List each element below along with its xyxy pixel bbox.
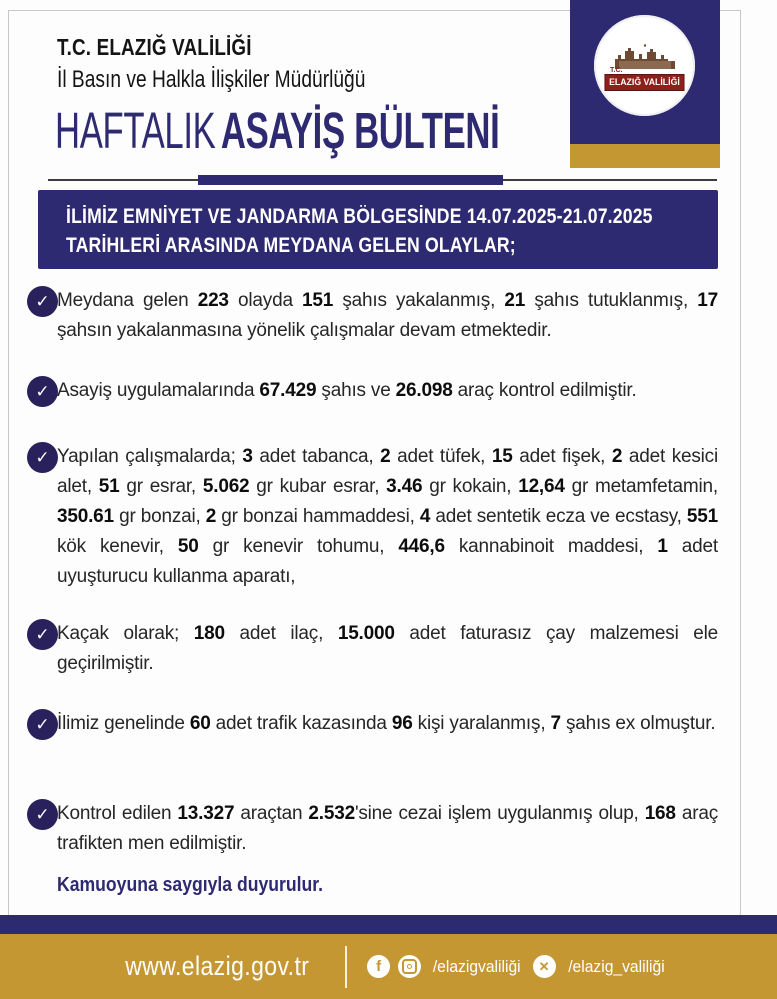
check-icon: ✓ [27,376,58,407]
logo-name-banner: ELAZIĞ VALİLİĞİ [605,74,685,91]
check-icon: ✓ [27,442,58,473]
page-title [55,101,499,160]
check-icon: ✓ [27,619,58,650]
banner-line-2: TARİHLERİ ARASINDA MEYDANA GELEN OLAYLAR; [66,234,516,257]
footer-bar [0,934,777,999]
bullet-text: İlimiz genelinde 60 adet trafik kazasında 96 kişi yaralanmış, 7 şahıs ex olmuştur. [57,713,716,734]
logo-tc-label: T.C. [610,66,623,74]
page-title-light: HAFTALIK [55,102,216,159]
check-icon: ✓ [27,286,58,317]
banner-line-1: İLİMİZ EMNİYET VE JANDARMA BÖLGESİNDE 14.07.2025-21.07.2025 [66,205,653,228]
bullet-text: Kontrol edilen 13.327 araçtan 2.532'sine cezai işlem uygulanmış olup, 168 araç trafikten men edilmiştir. [57,803,718,854]
instagram-icon[interactable] [398,955,421,978]
gold-accent-bar [570,144,720,168]
castle-icon [613,43,677,69]
instagram-glyph [402,959,417,974]
governorship-logo [594,15,695,116]
org-subtitle: İl Basın ve Halkla İlişkiler Müdürlüğü [57,66,366,93]
footer-divider [345,946,347,988]
closing-statement: Kamuoyuna saygıyla duyurulur. [57,874,324,896]
bullet-text: Kaçak olarak; 180 adet ilaç, 15.000 adet faturasız çay malzemesi ele geçirilmiştir. [57,623,719,674]
logo-box [570,0,720,144]
bullet-text: Yapılan çalışmalarda; 3 adet tabanca, 2 adet tüfek, 15 adet fişek, 2 adet kesici alet, 51 gr esrar, 5.062 gr kubar esrar, 3.46 gr kokain, 12,64 gr metamfetamin, 350.61 gr bonzai, 2 gr bonzai hammaddesi, 4 adet sentetik ecza ve ecstasy, 551 kök kenevir, 50 gr kenevir tohumu, 446,6 kannabinoit maddesi, 1 adet uyuşturucu kullanma aparatı, [57,446,719,587]
bullet-text: Meydana gelen 223 olayda 151 şahıs yakalanmış, 21 şahıs tutuklanmış, 17 şahsın yakalanmasına yönelik çalışmalar devam etmektedir. [57,290,718,341]
check-icon: ✓ [27,799,58,830]
social-handle-1[interactable]: /elazigvaliliği [432,956,521,976]
footer-navy-strip [0,915,777,934]
social-handle-2[interactable]: /elazig_valiliği [567,956,665,976]
website-link[interactable]: www.elazig.gov.tr [124,951,309,981]
divider-accent [198,175,503,185]
x-twitter-icon[interactable]: ✕ [533,955,556,978]
org-title: T.C. ELAZIĞ VALİLİĞİ [57,34,252,60]
social-links [367,955,668,978]
page-title-bold: ASAYİŞ BÜLTENİ [220,102,500,159]
bullet-text: Asayiş uygulamalarında 67.429 şahıs ve 26.098 araç kontrol edilmiştir. [57,380,637,401]
facebook-icon[interactable]: f [367,955,390,978]
period-banner [38,190,718,269]
check-icon: ✓ [27,709,58,740]
